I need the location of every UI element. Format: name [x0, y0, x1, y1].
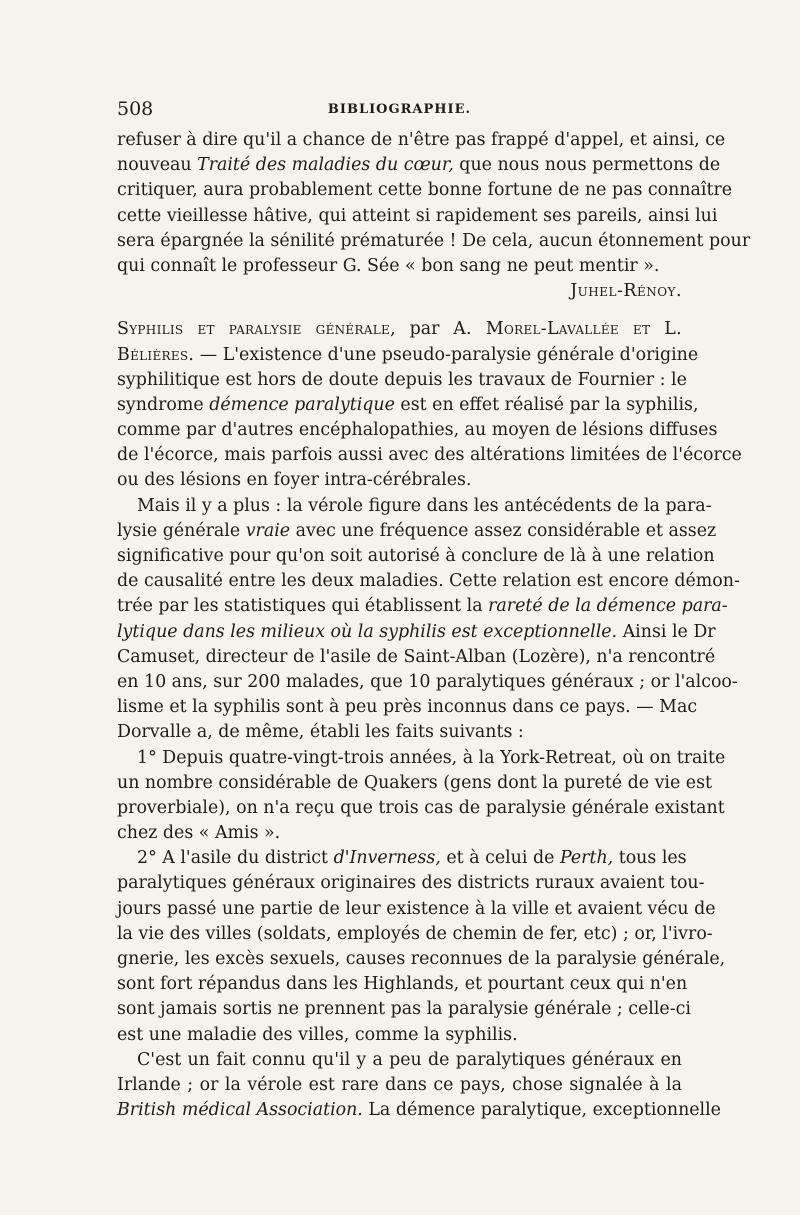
- text-line: est une maladie des villes, comme la syphilis.: [117, 1024, 518, 1045]
- italic-text: démence paralytique: [209, 394, 395, 415]
- review-by: par: [409, 319, 440, 340]
- text-line: 1° Depuis quatre-vingt-trois années, à la York-Retreat, où on traite: [137, 747, 726, 768]
- text-line: trée par les statistiques qui établissent la rareté de la démence para-: [117, 596, 728, 617]
- page-number: 508: [117, 98, 154, 120]
- text-line: syphilitique est hors de doute depuis les travaux de Fournier : le: [117, 369, 687, 390]
- text-line: C'est un fait connu qu'il y a peu de paralytiques généraux en: [137, 1049, 682, 1070]
- text-line: critiquer, aura probablement cette bonne fortune de ne pas connaître: [117, 180, 733, 201]
- text-line: qui connaît le professeur G. Sée « bon sang ne peut mentir ».: [117, 255, 660, 276]
- text-line: en 10 ans, sur 200 malades, que 10 paralytiques généraux ; or l'alcoo-: [117, 671, 738, 692]
- text-line: British médical Association. La démence paralytique, exceptionnelle: [117, 1100, 721, 1121]
- text-line: Mais il y a plus : la vérole figure dans les antécédents de la para-: [137, 495, 712, 516]
- text-line: refuser à dire qu'il a chance de n'être pas frappé d'appel, et ainsi, ce: [117, 130, 726, 150]
- text-line: sont jamais sortis ne prennent pas la paralysie générale ; celle-ci: [117, 999, 691, 1020]
- italic-text: vraie: [245, 520, 291, 541]
- italic-text: British médical Association.: [117, 1100, 363, 1121]
- text-line: la vie des villes (soldats, employés de chemin de fer, etc) ; or, l'ivro-: [117, 923, 713, 944]
- review-heading-line-2: [117, 343, 699, 368]
- text-line: Irlande ; or la vérole est rare dans ce pays, chose signalée à la: [117, 1074, 682, 1095]
- text-line: lysie générale vraie avec une fréquence assez considérable et assez: [117, 520, 717, 541]
- review-first-text: — L'existence d'une pseudo-paralysie générale d'origine: [194, 344, 699, 365]
- review-authors: A. Morel-Lavallée et L.: [453, 319, 682, 340]
- text-line: nouveau Traité des maladies du cœur, que nous nous permettons de: [117, 155, 721, 176]
- text-line: gnerie, les excès sexuels, causes reconnues de la paralysie générale,: [117, 949, 726, 969]
- text-line: Camuset, directeur de l'asile de Saint-Alban (Lozère), n'a rencontré: [117, 646, 716, 667]
- text-line: de l'écorce, mais parfois aussi avec des altérations limitées de l'écorce: [117, 445, 742, 466]
- text-line: sont fort répandus dans les Highlands, et pourtant ceux qui n'en: [117, 974, 688, 995]
- text-line: paralytiques généraux originaires des districts ruraux avaient tou-: [117, 873, 705, 894]
- text-line: lisme et la syphilis sont à peu près inconnus dans ce pays. — Mac: [117, 697, 698, 718]
- text-line: cette vieillesse hâtive, qui atteint si rapidement ses pareils, ainsi lui: [117, 205, 718, 226]
- italic-text: Perth,: [559, 848, 614, 869]
- italic-text: rareté de la démence para-: [488, 596, 728, 617]
- running-title: BIBLIOGRAPHIE.: [327, 102, 472, 117]
- review-authors-cont: Bélières.: [117, 344, 195, 365]
- text-line: jours passé une partie de leur existence à la ville et avaient vécu de: [117, 898, 716, 919]
- text-line: lytique dans les milieux où la syphilis est exceptionnelle. Ainsi le Dr: [117, 621, 716, 642]
- paragraph-4: [117, 746, 726, 847]
- text-line: ou des lésions en foyer intra-cérébrales.: [117, 470, 472, 491]
- text-line: syndrome démence paralytique est en effet réalisé par la syphilis,: [117, 394, 699, 415]
- text-line: proverbiale), on n'a reçu que trois cas de paralysie générale existant: [117, 797, 725, 818]
- italic-text: Traité des maladies du cœur,: [197, 155, 454, 176]
- paragraph-1: [117, 128, 751, 279]
- paragraph-6: [117, 1048, 721, 1124]
- italic-text: lytique dans les milieux où la syphilis est exceptionnelle.: [117, 621, 618, 642]
- paragraph-5: [117, 846, 726, 1048]
- text-line: sera épargnée la sénilité prématurée ! De cela, aucun étonnement pour: [117, 230, 751, 251]
- italic-text: d'Inverness,: [333, 848, 441, 869]
- paragraph-3: [117, 494, 740, 746]
- text-line: significative pour qu'on soit autorisé à conclure de là à une relation: [117, 546, 715, 566]
- review-title: Syphilis et paralysie générale,: [117, 319, 396, 340]
- text-line: de causalité entre les deux maladies. Cette relation est encore démon-: [117, 571, 740, 592]
- running-header: [117, 92, 682, 128]
- text-line: comme par d'autres encéphalopathies, au moyen de lésions diffuses: [117, 420, 718, 441]
- signature: Juhel-Rénoy.: [570, 281, 682, 302]
- text-line: 2° A l'asile du district d'Inverness, et à celui de Perth, tous les: [137, 848, 687, 869]
- text-line: chez des « Amis ».: [117, 823, 281, 844]
- text-line: Dorvalle a, de même, établi les faits suivants :: [117, 722, 524, 743]
- text-line: un nombre considérable de Quakers (gens dont la pureté de vie est: [117, 772, 712, 793]
- review-heading-line: [117, 317, 682, 342]
- paragraph-2: [117, 368, 742, 494]
